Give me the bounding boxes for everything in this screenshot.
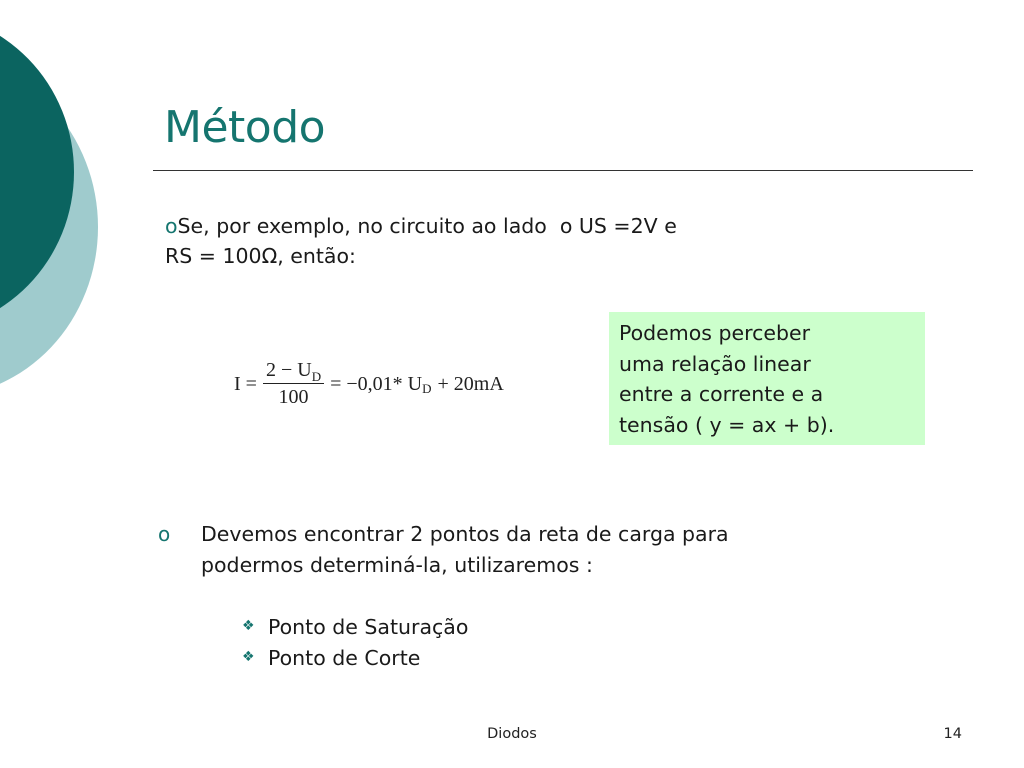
diamond-bullet-icon: ❖ [242,649,255,665]
intro-line-2: RS = 100Ω, então: [165,244,356,268]
slide-title: Método [164,102,326,153]
formula-denominator: 100 [278,386,309,408]
formula-mid: = −0,01* U [330,372,423,395]
formula-numerator-text: 2 − U [265,359,312,381]
diamond-bullet-icon: ❖ [242,618,255,634]
sub-item-label: Ponto de Corte [268,646,421,670]
callout-line-2: uma relação linear [619,351,811,376]
intro-paragraph [165,211,865,271]
formula-mid-subscript: D [422,381,432,396]
formula-fraction [263,359,324,409]
current-formula [234,352,504,416]
formula-rhs: + 20mA [437,372,504,395]
slide-number: 14 [943,726,962,742]
formula-numerator [263,359,324,384]
bullet-line-2: podermos determiná-la, utilizaremos : [201,552,593,577]
formula-numerator-subscript: D [311,369,322,384]
bullet-line-1: Devemos encontrar 2 pontos da reta de carga para [201,522,729,546]
intro-line-1-text: Se, por exemplo, no circuito ao lado o US =2V e [177,214,677,238]
linear-relation-callout [609,312,925,445]
footer-title: Diodos [487,726,537,742]
title-divider [153,170,973,171]
sub-bullet-list [242,612,468,674]
bullet-marker: o [158,522,171,546]
sub-item-label: Ponto de Saturação [268,615,469,639]
sub-item-saturation-point [242,612,468,643]
intro-bullet-marker: o [165,214,178,238]
callout-line-4: tensão ( y = ax + b). [619,412,835,437]
sub-item-cutoff-point [242,643,468,674]
intro-line-1 [165,211,865,241]
bullet-text [201,519,901,580]
callout-line-1: Podemos perceber [619,321,811,345]
formula-lhs: I = [234,372,257,395]
callout-line-3: entre a corrente e a [619,382,824,406]
